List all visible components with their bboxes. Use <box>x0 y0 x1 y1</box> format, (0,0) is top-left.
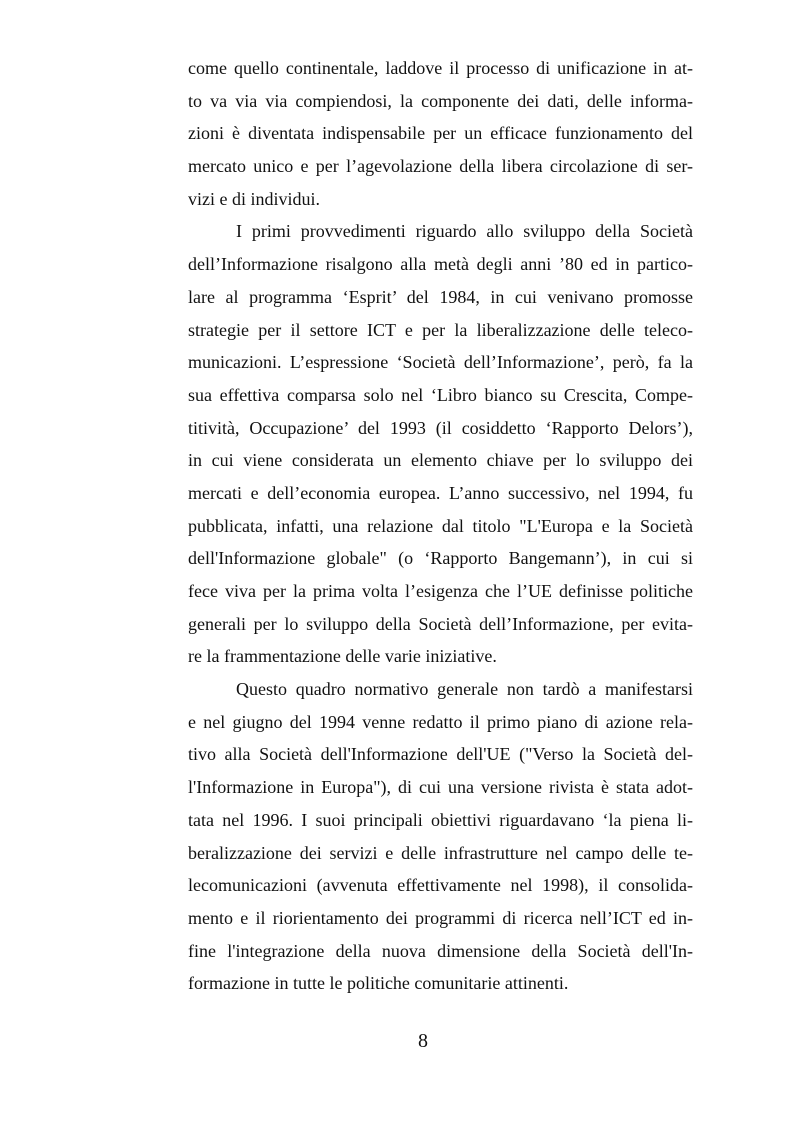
paragraph-3-line-6: beralizzazione dei servizi e delle infrastrutture nel campo delle te- <box>188 842 693 863</box>
paragraph-2-line-11: dell'Informazione globale" (o ‘Rapporto Bangemann’), in cui si <box>188 548 693 569</box>
paragraph-2-line-10: pubblicata, infatti, una relazione dal titolo "L'Europa e la Società <box>188 515 693 536</box>
paragraph-2-line-6: sua effettiva comparsa solo nel ‘Libro bianco su Crescita, Compe- <box>188 384 693 405</box>
paragraph-1-line-5: vizi e di individui. <box>188 188 320 209</box>
paragraph-3-line-5: tata nel 1996. I suoi principali obiettivi riguardavano ‘la piena li- <box>188 809 693 830</box>
paragraph-2-line-14: re la frammentazione delle varie iniziative. <box>188 646 497 667</box>
paragraph-3-line-8: mento e il riorientamento dei programmi di ricerca nell’ICT ed in- <box>188 907 693 928</box>
paragraph-1-line-3: zioni è diventata indispensabile per un efficace funzionamento del <box>188 123 693 144</box>
paragraph-3-line-9: fine l'integrazione della nuova dimensione della Società dell'In- <box>188 940 693 961</box>
paragraph-2-line-12: fece viva per la prima volta l’esigenza che l’UE definisse politiche <box>188 581 693 601</box>
page-number: 8 <box>418 1030 428 1052</box>
paragraph-3-line-10: formazione in tutte le politiche comunitarie attinenti. <box>188 973 569 994</box>
paragraph-2-line-13: generali per lo sviluppo della Società dell’Informazione, per evita- <box>188 613 693 634</box>
paragraph-3-line-7: lecomunicazioni (avvenuta effettivamente nel 1998), il consolida- <box>188 875 693 896</box>
paragraph-2-line-1: I primi provvedimenti riguardo allo sviluppo della Società <box>236 221 693 242</box>
paragraph-1-line-4: mercato unico e per l’agevolazione della libera circolazione di ser- <box>188 156 693 177</box>
paragraph-1-line-2: to va via via compiendosi, la componente dei dati, delle informa- <box>188 90 693 111</box>
paragraph-2-line-3: lare al programma ‘Esprit’ del 1984, in cui venivano promosse <box>188 286 693 307</box>
paragraph-3-line-3: tivo alla Società dell'Informazione dell'UE ("Verso la Società del- <box>188 744 693 765</box>
body-text <box>188 52 693 1000</box>
paragraph-2-line-4: strategie per il settore ICT e per la liberalizzazione delle teleco- <box>188 319 693 340</box>
paragraph-2-line-7: titività, Occupazione’ del 1993 (il cosiddetto ‘Rapporto Delors’), <box>188 417 693 438</box>
paragraph-3-line-1: Questo quadro normativo generale non tardò a manifestarsi <box>236 679 693 700</box>
paragraph-2-line-5: municazioni. L’espressione ‘Società dell’Informazione’, però, fa la <box>188 352 693 373</box>
paragraph-2-line-8: in cui viene considerata un elemento chiave per lo sviluppo dei <box>188 450 693 471</box>
paragraph-1-line-1: come quello continentale, laddove il processo di unificazione in at- <box>188 58 693 78</box>
paragraph-2-line-2: dell’Informazione risalgono alla metà degli anni ’80 ed in partico- <box>188 254 693 275</box>
paragraph-2-line-9: mercati e dell’economia europea. L’anno successivo, nel 1994, fu <box>188 482 693 503</box>
paragraph-3-line-4: l'Informazione in Europa"), di cui una versione rivista è stata adot- <box>188 777 693 798</box>
paragraph-3-line-2: e nel giugno del 1994 venne redatto il primo piano di azione rela- <box>188 711 693 732</box>
